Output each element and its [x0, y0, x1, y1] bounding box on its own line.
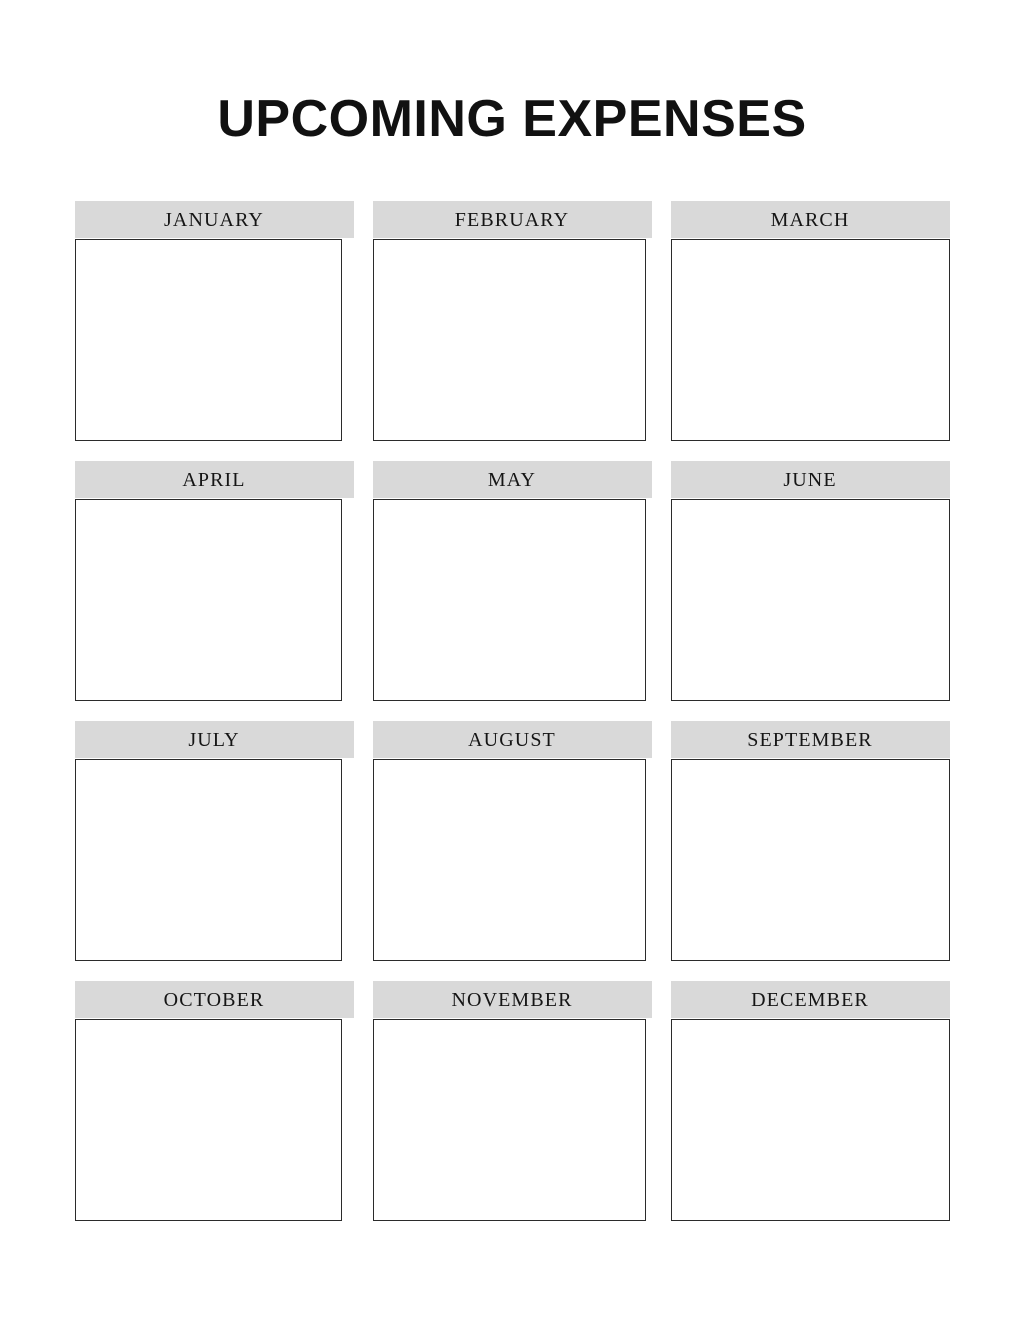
- month-header-august: AUGUST: [373, 721, 652, 758]
- month-cell-august: [373, 721, 652, 961]
- month-notes-october[interactable]: [75, 1019, 342, 1221]
- month-cell-september: [671, 721, 950, 961]
- month-header-july: JULY: [75, 721, 354, 758]
- month-header-january: JANUARY: [75, 201, 354, 238]
- months-grid: [75, 145, 950, 1221]
- month-cell-november: [373, 981, 652, 1221]
- month-header-february: FEBRUARY: [373, 201, 652, 238]
- month-header-march: MARCH: [671, 201, 950, 238]
- month-notes-february[interactable]: [373, 239, 646, 441]
- month-notes-november[interactable]: [373, 1019, 646, 1221]
- month-notes-september[interactable]: [671, 759, 950, 961]
- month-header-april: APRIL: [75, 461, 354, 498]
- month-header-june: JUNE: [671, 461, 950, 498]
- month-header-december: DECEMBER: [671, 981, 950, 1018]
- month-header-september: SEPTEMBER: [671, 721, 950, 758]
- month-notes-june[interactable]: [671, 499, 950, 701]
- month-cell-april: [75, 461, 354, 701]
- month-cell-october: [75, 981, 354, 1221]
- month-notes-may[interactable]: [373, 499, 646, 701]
- month-notes-april[interactable]: [75, 499, 342, 701]
- month-cell-may: [373, 461, 652, 701]
- month-cell-february: [373, 201, 652, 441]
- month-header-may: MAY: [373, 461, 652, 498]
- month-cell-june: [671, 461, 950, 701]
- month-cell-july: [75, 721, 354, 961]
- page-title: UPCOMING EXPENSES: [217, 90, 807, 148]
- month-cell-december: [671, 981, 950, 1221]
- month-cell-march: [671, 201, 950, 441]
- month-header-october: OCTOBER: [75, 981, 354, 1018]
- month-notes-august[interactable]: [373, 759, 646, 961]
- month-notes-january[interactable]: [75, 239, 342, 441]
- month-notes-march[interactable]: [671, 239, 950, 441]
- month-notes-july[interactable]: [75, 759, 342, 961]
- month-notes-december[interactable]: [671, 1019, 950, 1221]
- month-cell-january: [75, 201, 354, 441]
- month-header-november: NOVEMBER: [373, 981, 652, 1018]
